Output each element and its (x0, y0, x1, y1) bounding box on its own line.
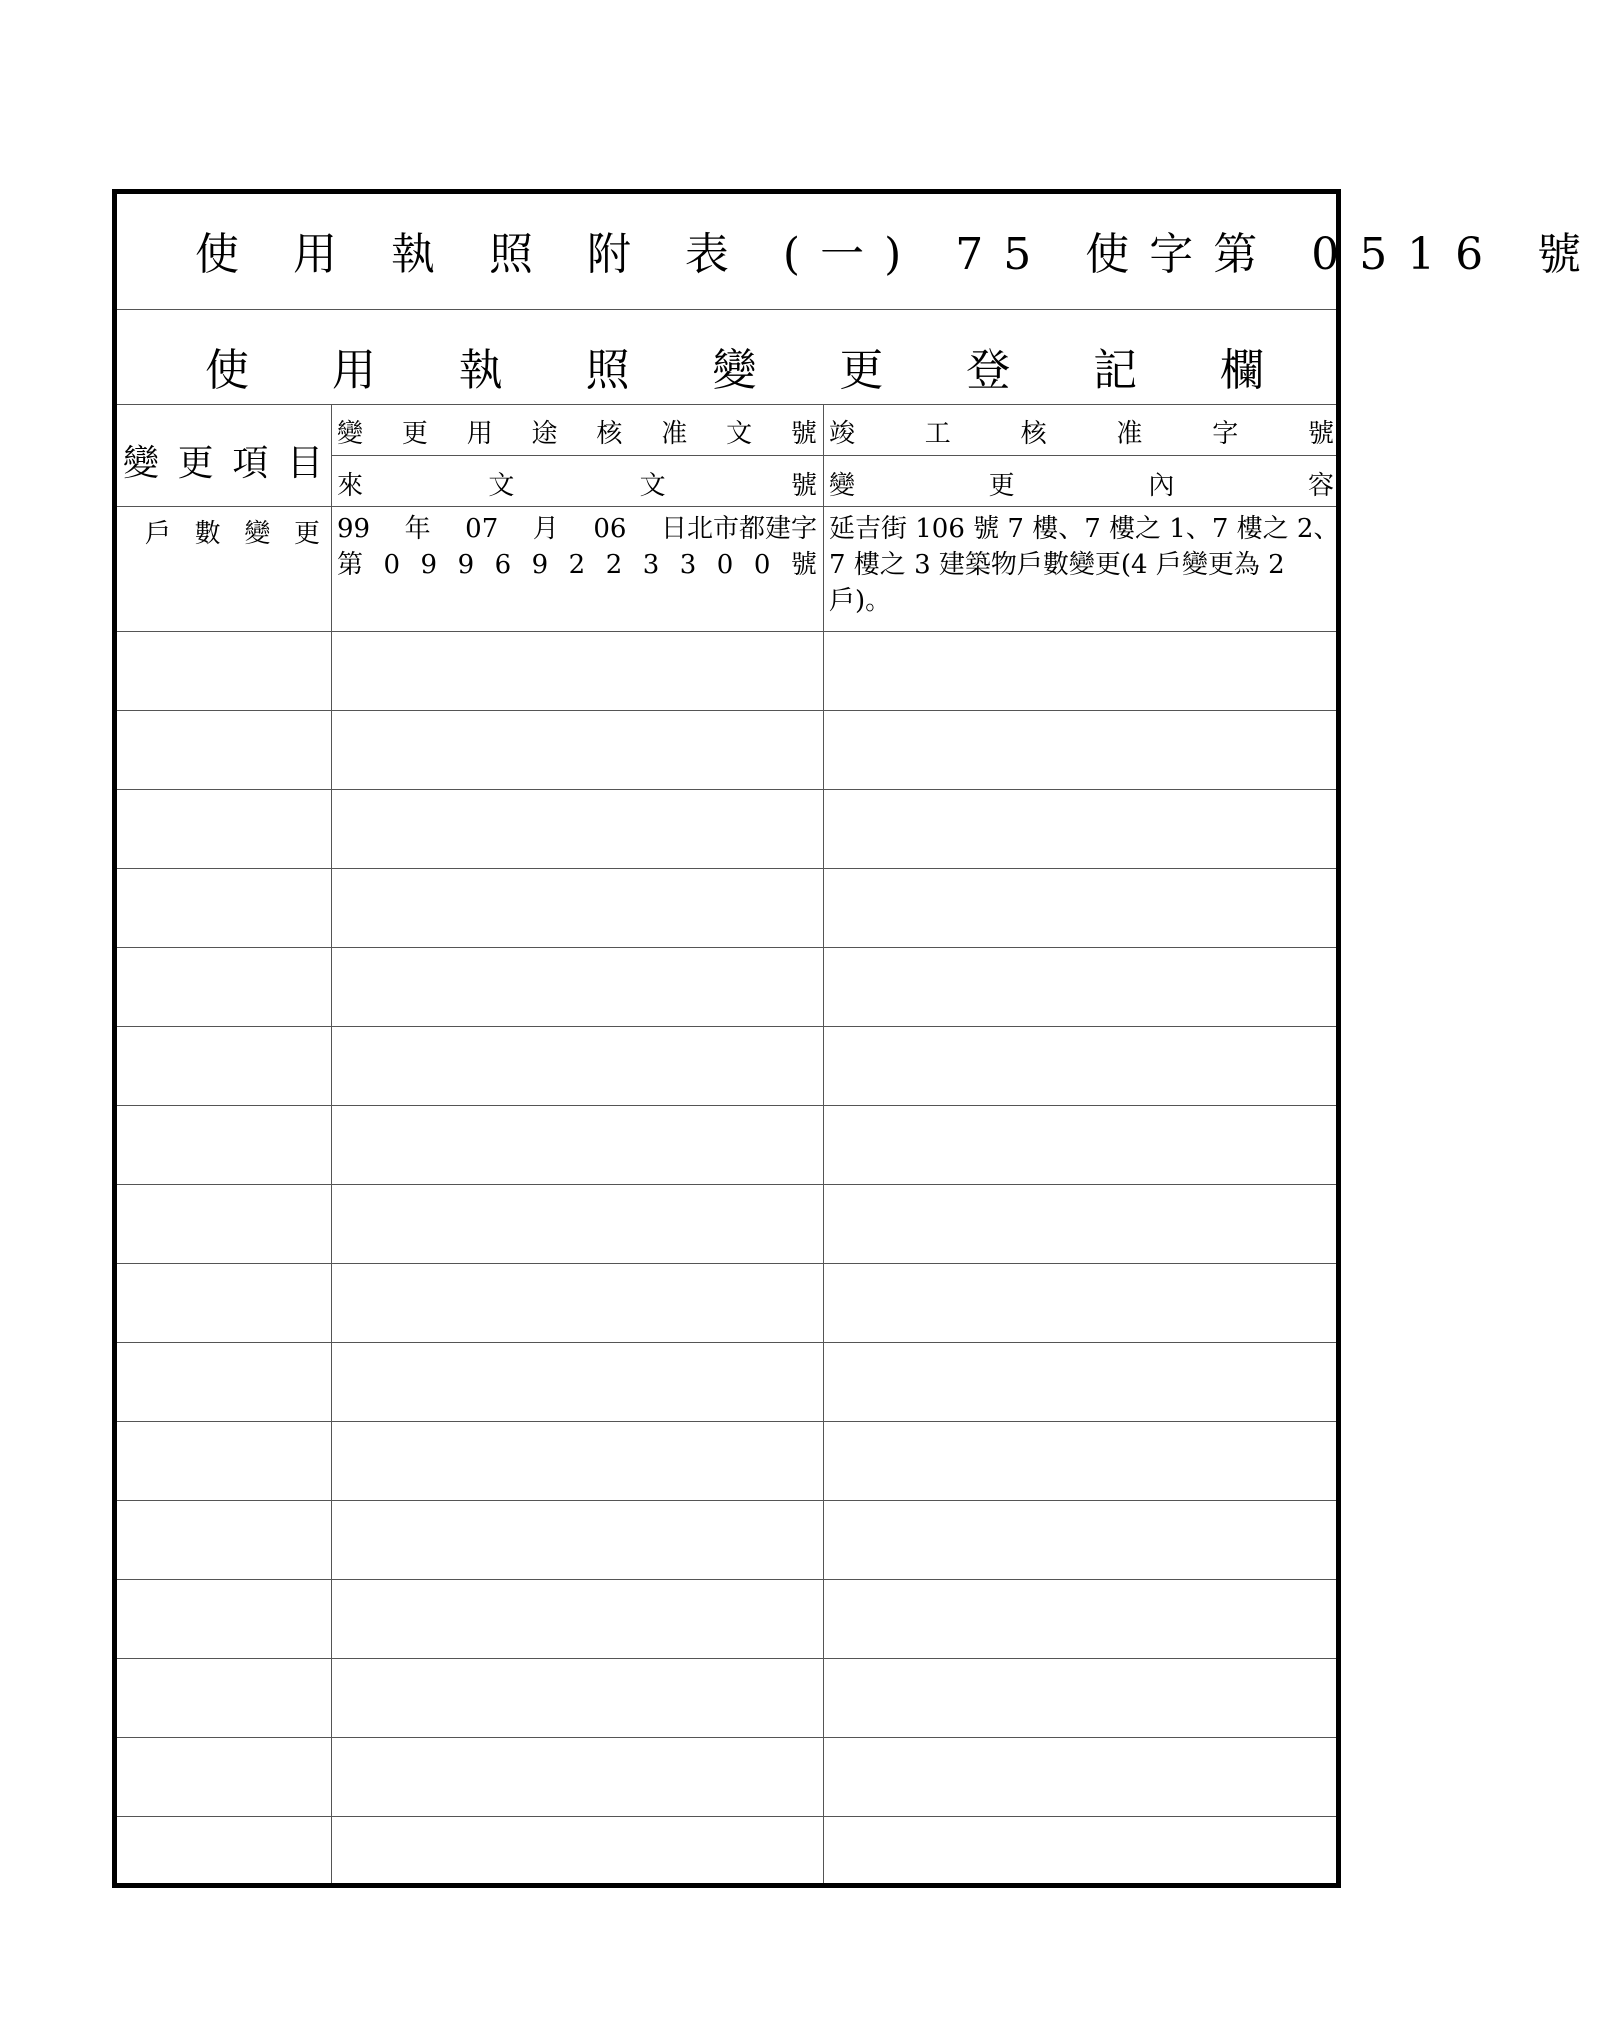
entry-content-line-1: 延吉街 106 號 7 樓、7 樓之 1、7 樓之 2、 (829, 514, 1340, 544)
row-line-7 (117, 1184, 1336, 1185)
column-divider-2 (823, 405, 824, 1883)
doc-line1-part-0: 99 (337, 514, 371, 544)
entry-item-char-0: 戶 (145, 519, 172, 549)
content-header-char-3: 容 (1307, 471, 1334, 501)
item-header-char-0: 變 (123, 443, 160, 484)
heading-char-7: 記 (1093, 345, 1138, 396)
row-line-12 (117, 1579, 1336, 1580)
usage-permit-form (112, 189, 1601, 1888)
completion-header-char-0: 竣 (829, 419, 856, 449)
heading-char-1: 用 (331, 345, 376, 396)
incoming-header-char-0: 來 (337, 471, 364, 501)
entry-content-line-2: 7 樓之 3 建築物戶數變更(4 戶變更為 2 (829, 550, 1285, 580)
approval-header-char-5: 准 (661, 419, 688, 449)
doc-line1-part-4: 06 (593, 514, 627, 544)
heading-char-3: 照 (585, 345, 630, 396)
entry-doc-line-2 (337, 547, 817, 583)
doc-line2-part-3: 9 (457, 550, 475, 580)
approval-header-char-7: 號 (790, 419, 817, 449)
row-line-14 (117, 1737, 1336, 1738)
completion-header-char-3: 准 (1116, 419, 1143, 449)
heading-char-5: 更 (839, 345, 884, 396)
approval-header-char-0: 變 (337, 419, 364, 449)
entry-item-char-1: 數 (194, 519, 221, 549)
entry-change-item (145, 513, 320, 550)
approval-header-char-6: 文 (726, 419, 753, 449)
doc-line2-part-9: 3 (679, 550, 697, 580)
entry-content-line-3: 戶)。 (829, 586, 892, 616)
row-line-6 (117, 1105, 1336, 1106)
incoming-header-char-3: 號 (790, 471, 817, 501)
item-header-char-1: 更 (177, 443, 214, 484)
title-row (117, 194, 1601, 310)
row-line-1 (117, 710, 1336, 711)
doc-line1-part-1: 年 (404, 514, 431, 544)
column-divider-1 (331, 405, 332, 1883)
approval-header-char-3: 途 (531, 419, 558, 449)
heading-char-2: 執 (458, 345, 503, 396)
doc-line2-part-7: 2 (605, 550, 623, 580)
row-line-2 (117, 789, 1336, 790)
doc-line2-part-4: 6 (494, 550, 512, 580)
header-subdivider (331, 455, 1336, 456)
content-header-char-1: 更 (988, 471, 1015, 501)
doc-line1-part-3: 月 (532, 514, 559, 544)
approval-header-char-1: 更 (401, 419, 428, 449)
row-line-4 (117, 947, 1336, 948)
content-header-char-0: 變 (829, 471, 856, 501)
row-line-5 (117, 1026, 1336, 1027)
doc-line2-part-1: 0 (383, 550, 401, 580)
change-content-header (829, 465, 1334, 502)
row-line-10 (117, 1421, 1336, 1422)
incoming-doc-number-header (337, 465, 817, 502)
completion-header-char-1: 工 (924, 419, 951, 449)
row-line-0 (117, 631, 1336, 632)
row-line-15 (117, 1816, 1336, 1817)
entry-doc-line-1 (337, 511, 817, 547)
heading-char-6: 登 (966, 345, 1011, 396)
row-line-11 (117, 1500, 1336, 1501)
row-line-13 (117, 1658, 1336, 1659)
row-line-8 (117, 1263, 1336, 1264)
completion-header-char-5: 號 (1307, 419, 1334, 449)
completion-header-char-4: 字 (1212, 419, 1239, 449)
doc-line2-part-2: 9 (420, 550, 438, 580)
change-register-table (117, 405, 1340, 1883)
entry-item-char-3: 更 (293, 519, 320, 549)
doc-line1-part-5: 日北市都建字 (660, 514, 817, 544)
content-header-char-2: 內 (1148, 471, 1175, 501)
completion-approval-number-header (829, 413, 1334, 450)
doc-line1-part-2: 07 (465, 514, 499, 544)
item-header-char-2: 項 (232, 443, 269, 484)
doc-line2-part-8: 3 (642, 550, 660, 580)
approval-doc-number-header (337, 413, 817, 450)
change-item-header (123, 435, 323, 486)
document-title: 使 用 執 照 附 表 (一) 75 使字第 0516 號 (195, 229, 1601, 280)
completion-header-char-2: 核 (1020, 419, 1047, 449)
incoming-header-char-1: 文 (488, 471, 515, 501)
doc-line2-part-12: 號 (790, 550, 817, 580)
approval-header-char-2: 用 (466, 419, 493, 449)
doc-line2-part-0: 第 (337, 550, 364, 580)
doc-line2-part-11: 0 (753, 550, 771, 580)
entry-item-char-2: 變 (244, 519, 271, 549)
heading-char-4: 變 (712, 345, 757, 396)
doc-line2-part-10: 0 (716, 550, 734, 580)
approval-header-char-4: 核 (596, 419, 623, 449)
header-bottom-line (117, 506, 1336, 507)
doc-line2-part-6: 2 (568, 550, 586, 580)
heading-char-0: 使 (205, 345, 249, 396)
registration-heading (117, 334, 1336, 398)
heading-row (117, 310, 1336, 405)
item-header-char-3: 目 (286, 443, 323, 484)
incoming-header-char-2: 文 (639, 471, 666, 501)
row-line-9 (117, 1342, 1336, 1343)
row-line-3 (117, 868, 1336, 869)
heading-char-8: 欄 (1220, 345, 1264, 396)
doc-line2-part-5: 9 (531, 550, 549, 580)
